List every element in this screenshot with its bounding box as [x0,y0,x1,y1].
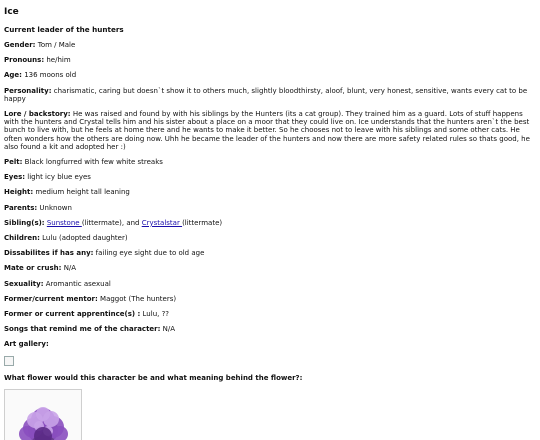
mentor-label: Former/current mentor: [4,294,98,303]
children-label: Children: [4,234,40,243]
sexuality-label: Sexuality: [4,279,44,288]
gender-label: Gender: [4,41,36,49]
children-row [4,234,536,242]
personality-row [4,87,536,103]
disabilities-row [4,249,536,257]
age-label: Age: [4,71,22,80]
parents-value: Unknown [39,203,72,212]
lore-row [4,110,536,151]
apprentice-value: Lulu, ?? [142,310,170,319]
height-value: medium height tall leaning [35,188,130,197]
gallery-row [4,340,536,348]
purple-flower-illustration [5,390,81,440]
siblings-row [4,219,536,227]
pronouns-row [4,56,536,64]
height-label: Height: [4,188,34,197]
sibling-note-2: (littermate) [182,218,223,227]
eyes-value: light icy blue eyes [27,173,91,182]
pelt-row [4,158,536,166]
eyes-label: Eyes: [4,173,26,182]
age-row [4,71,536,79]
character-subtitle: Current leader of the hunters [4,25,124,34]
lore-value: He was raised and found by with his siblings by the Hunters (its a cat group). They trained him as a guard. Lots of stuff happens with the hunters and Crystal tells him and his sister about a place on a moor that they could live on. Ice understands that the hunters aren`t the best bunch to live with, but he feels at home there and he wants to make it better. So he chooses not to leave with his siblings and some other cats. He often wonders how the others are doing now. Uhh he became the leader of the hunters and now there are more safety related rules so thats good, he also found a kit and adopted her :) [4,110,530,151]
disabilities-value: failing eye sight due to old age [95,249,205,258]
mentor-row [4,295,536,303]
flower-question-row [4,374,536,382]
disabilities-label: Dissabilites if has any: [4,249,94,258]
gender-value: Tom / Male [37,41,76,49]
songs-value: N/A [162,325,176,334]
flower-question: What flower would this character be and what meaning behind the flower?: [4,373,303,382]
personality-value: charismatic, caring but doesn`t show it to others much, slightly bloodthirsty, aloof, blunt, very honest, sensitive, wants every cat to be happy [4,86,528,103]
sibling-note-1: (littermate), and [81,218,142,227]
broken-image-icon[interactable] [4,356,14,366]
gender-row [4,41,536,49]
apprentice-row [4,310,536,318]
eyes-row [4,173,536,181]
parents-row [4,204,536,212]
apprentice-label: Former or current apprentince(s) : [4,310,141,319]
sibling-link-crystalstar[interactable]: Crystalstar [141,218,183,227]
songs-label: Songs that remind me of the character: [4,325,161,334]
pronouns-label: Pronouns: [4,56,45,65]
pronouns-value: he/him [46,56,71,65]
gallery-label: Art gallery: [4,340,49,349]
sibling-link-sunstone[interactable]: Sunstone [46,218,82,227]
parents-label: Parents: [4,203,38,212]
personality-label: Personality: [4,86,52,95]
siblings-label: Sibling(s): [4,218,45,227]
page-title: Ice [4,7,19,17]
lore-label: Lore / backstory: [4,110,71,119]
sexuality-value: Aromantic asexual [45,279,111,288]
flower-petal-cluster [36,407,50,421]
children-value: Lulu (adopted daughter) [42,234,128,243]
height-row [4,188,536,196]
pelt-label: Pelt: [4,158,23,167]
mate-row [4,264,536,272]
mentor-value: Maggot (The hunters) [100,294,177,303]
age-value: 136 moons old [24,71,77,80]
mate-value: N/A [63,264,77,273]
songs-row [4,325,536,333]
pelt-value: Black longfurred with few white streaks [24,158,163,167]
mate-label: Mate or crush: [4,264,62,273]
sexuality-row [4,280,536,288]
flower-image [4,389,82,440]
